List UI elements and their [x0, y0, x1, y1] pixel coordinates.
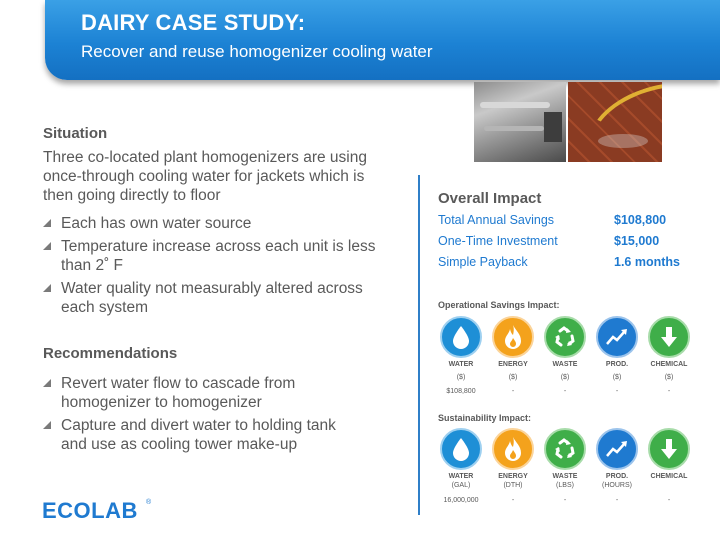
trend-up-icon: [596, 316, 638, 358]
header-banner: [45, 0, 720, 80]
slide-title: DAIRY CASE STUDY:: [81, 10, 306, 35]
overall-impact-title: Overall Impact: [438, 190, 542, 207]
impact-label: Total Annual Savings: [438, 213, 555, 227]
metric-value: -: [563, 388, 567, 395]
arrow-down-icon: [648, 428, 690, 470]
metric-label: WASTE: [552, 473, 578, 480]
situation-bullet: Temperature increase across each unit is less than 2˚ F: [43, 237, 375, 275]
metric-unit: ($): [612, 374, 622, 381]
recommendation-bullet: Revert water flow to cascade from homogenizer to homogenizer: [43, 374, 295, 412]
metric-unit: (GAL): [451, 482, 471, 489]
metric-value: -: [615, 388, 619, 395]
metric-value: -: [615, 497, 619, 504]
registered-mark: ®: [146, 499, 152, 506]
metric-value: -: [667, 388, 671, 395]
recommendations-heading: Recommendations: [43, 345, 178, 362]
impact-value: 1.6 months: [614, 255, 680, 269]
flame-icon: [492, 316, 534, 358]
bullet-arrow-icon: [43, 219, 51, 227]
metric-value: -: [667, 497, 671, 504]
metric-value: -: [563, 497, 567, 504]
metric-unit: ($): [664, 374, 674, 381]
impact-label: Simple Payback: [438, 255, 528, 269]
metric-label: WATER: [448, 473, 474, 480]
metric-unit: ($): [456, 374, 466, 381]
metric-unit: (DTH): [503, 482, 523, 489]
situation-paragraph: Three co-located plant homogenizers are using once-through cooling water for jackets which is then going directly to floor: [43, 149, 367, 204]
situation-bullet: Each has own water source: [43, 214, 251, 233]
metric-label: CHEMICAL: [650, 473, 688, 480]
recommendation-bullet: Capture and divert water to holding tank and use as cooling tower make-up: [43, 416, 336, 454]
situation-bullet: Water quality not measurably altered across each system: [43, 279, 363, 317]
water-drop-icon: [440, 316, 482, 358]
metric-unit: ($): [508, 374, 518, 381]
metric-unit: ($): [560, 374, 570, 381]
flame-icon: [492, 428, 534, 470]
metric-label: WASTE: [552, 361, 578, 368]
metric-value: -: [511, 497, 515, 504]
metric-label: CHEMICAL: [650, 361, 688, 368]
metric-label: WATER: [448, 361, 474, 368]
metric-label: PROD.: [605, 361, 629, 368]
bullet-arrow-icon: [43, 284, 51, 292]
floor-hose-photo: [568, 82, 662, 162]
operational-savings-title: Operational Savings Impact:: [438, 300, 560, 310]
arrow-down-icon: [648, 316, 690, 358]
metric-value: -: [511, 388, 515, 395]
homogenizer-photo: [474, 82, 566, 162]
bullet-arrow-icon: [43, 242, 51, 250]
bullet-arrow-icon: [43, 421, 51, 429]
metric-label: PROD.: [605, 473, 629, 480]
slide-subtitle: Recover and reuse homogenizer cooling water: [81, 42, 433, 61]
recycle-icon: [544, 316, 586, 358]
impact-value: $15,000: [614, 234, 660, 248]
impact-value: $108,800: [614, 213, 667, 227]
column-divider: [418, 175, 420, 515]
metric-label: ENERGY: [498, 473, 528, 480]
water-drop-icon: [440, 428, 482, 470]
bullet-arrow-icon: [43, 379, 51, 387]
situation-heading: Situation: [43, 125, 108, 142]
impact-label: One-Time Investment: [438, 234, 558, 248]
metric-value: $108,800: [446, 388, 476, 395]
metric-unit: (LBS): [556, 482, 574, 489]
recycle-icon: [544, 428, 586, 470]
sustainability-title: Sustainability Impact:: [438, 413, 532, 423]
trend-up-icon: [596, 428, 638, 470]
metric-label: ENERGY: [498, 361, 528, 368]
ecolab-logo: ECOLAB: [42, 498, 138, 523]
metric-value: 16,000,000: [443, 497, 479, 504]
metric-unit: (HOURS): [602, 482, 632, 489]
